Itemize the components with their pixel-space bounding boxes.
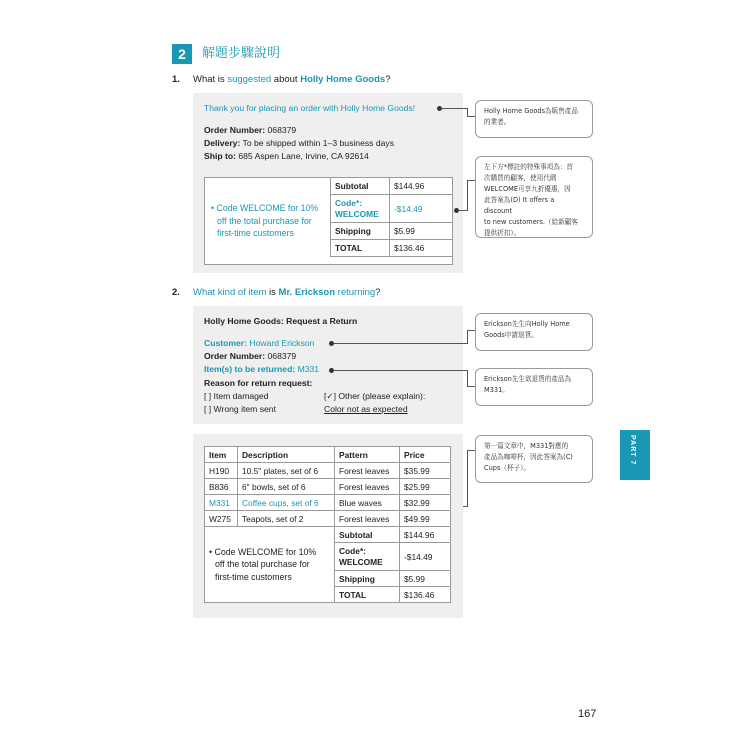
totals-label: TOTAL xyxy=(335,587,400,603)
table-row-highlighted xyxy=(205,495,451,511)
section-number-badge: 2 xyxy=(172,44,192,64)
connector-line xyxy=(333,370,467,371)
totals-value: $136.46 xyxy=(400,587,451,603)
table-cell: Forest leaves xyxy=(335,463,400,479)
table-cell: Coffee cups, set of 6 xyxy=(238,495,335,511)
table-row xyxy=(205,511,451,527)
form-items-returned: Item(s) to be returned: M331 xyxy=(204,364,320,374)
email-ship-to: Ship to: 685 Aspen Lane, Irvine, CA 92614 xyxy=(204,151,369,161)
email-greeting: Thank you for placing an order with Holly Home Goods! xyxy=(204,103,416,113)
totals-value: $144.96 xyxy=(390,178,453,195)
table-cell: $49.99 xyxy=(400,511,451,527)
connector-line xyxy=(467,450,475,451)
totals-label: Shipping xyxy=(335,571,400,587)
table-cell: W275 xyxy=(205,511,238,527)
return-request-panel xyxy=(193,306,463,424)
table-header: Item xyxy=(205,447,238,463)
question-2-text: What kind of item is Mr. Erickson returning? xyxy=(193,287,381,298)
totals-label: Code*: WELCOME xyxy=(335,543,400,571)
connector-line xyxy=(333,343,467,344)
table-cell: 6" bowls, set of 6 xyxy=(238,479,335,495)
table-header: Price xyxy=(400,447,451,463)
table-cell: $35.99 xyxy=(400,463,451,479)
form-option-other: [✓] Other (please explain): xyxy=(324,391,426,401)
order-code-note: • Code WELCOME for 10% off the total purchase for first-time customers xyxy=(205,527,335,603)
connector-line xyxy=(467,450,468,507)
annotation-note-2a: Erickson先生向Holly Home Goods申請退貨。 xyxy=(475,313,593,351)
form-customer: Customer: Howard Erickson xyxy=(204,338,315,348)
totals-label: Shipping xyxy=(331,223,390,240)
connector-line xyxy=(467,330,475,331)
connector-line xyxy=(458,210,467,211)
table-header: Pattern xyxy=(335,447,400,463)
order-detail-panel xyxy=(193,434,463,618)
email-totals-box xyxy=(204,177,453,265)
page-number: 167 xyxy=(578,708,597,720)
form-explanation: Color not as expected xyxy=(324,404,408,414)
question-2-number: 2. xyxy=(172,287,180,298)
connector-line xyxy=(467,180,468,211)
part-tab-label: PART 7 xyxy=(629,435,636,466)
section-title: 解題步驟說明 xyxy=(202,46,281,61)
totals-value: $136.46 xyxy=(390,240,453,257)
table-row xyxy=(205,479,451,495)
connector-line xyxy=(467,370,468,386)
table-cell: M331 xyxy=(205,495,238,511)
connector-line xyxy=(467,108,468,116)
annotation-note-1b: 左下方*標註的特殊事項為：首 次購買的顧客，使用代碼 WELCOME可享九折優惠，因 此答案為(D) It offers a discount to new customers.（給新顧客 提供折扣）。 xyxy=(475,156,593,238)
connector-line xyxy=(467,330,468,344)
totals-label: Subtotal xyxy=(331,178,390,195)
totals-value: -$14.49 xyxy=(400,543,451,571)
table-cell: $32.99 xyxy=(400,495,451,511)
form-title: Holly Home Goods: Request a Return xyxy=(204,316,358,326)
annotation-note-2c: 第一篇文章中，M331對應的 產品為咖啡杯，因此答案為(C) Cups（杯子）。 xyxy=(475,435,593,483)
table-cell: H190 xyxy=(205,463,238,479)
form-option-wrong-item: [ ] Wrong item sent xyxy=(204,404,276,414)
totals-label: TOTAL xyxy=(331,240,390,257)
email-code-note: • Code WELCOME for 10% off the total purchase for first-time customers xyxy=(211,203,319,238)
totals-value: $5.99 xyxy=(400,571,451,587)
email-delivery: Delivery: To be shipped within 1–3 business days xyxy=(204,138,394,148)
totals-label: Subtotal xyxy=(335,527,400,543)
connector-line xyxy=(467,180,475,181)
form-reason-label: Reason for return request: xyxy=(204,378,313,388)
table-cell: B836 xyxy=(205,479,238,495)
email-totals-table xyxy=(330,177,453,257)
connector-line xyxy=(441,108,467,109)
table-cell: Blue waves xyxy=(335,495,400,511)
connector-line xyxy=(467,116,475,117)
annotation-note-1a: Holly Home Goods為販售產品 的業者。 xyxy=(475,100,593,138)
question-1-text: What is suggested about Holly Home Goods? xyxy=(193,74,391,85)
order-items-table xyxy=(204,446,451,603)
table-cell: $25.99 xyxy=(400,479,451,495)
table-cell: Forest leaves xyxy=(335,479,400,495)
table-row xyxy=(205,463,451,479)
totals-value: -$14.49 xyxy=(390,195,453,223)
totals-value: $5.99 xyxy=(390,223,453,240)
totals-value: $144.96 xyxy=(400,527,451,543)
table-header: Description xyxy=(238,447,335,463)
table-cell: Teapots, set of 2 xyxy=(238,511,335,527)
order-confirmation-panel xyxy=(193,93,463,273)
connector-line xyxy=(467,386,475,387)
totals-label: Code*: WELCOME xyxy=(331,195,390,223)
annotation-note-2b: Erickson先生欲退貨的產品為 M331。 xyxy=(475,368,593,406)
part-tab xyxy=(620,430,650,480)
question-1-number: 1. xyxy=(172,74,180,85)
email-order-number: Order Number: 068379 xyxy=(204,125,297,135)
form-order-number: Order Number: 068379 xyxy=(204,351,297,361)
form-option-damaged: [ ] Item damaged xyxy=(204,391,269,401)
table-cell: 10.5" plates, set of 6 xyxy=(238,463,335,479)
table-cell: Forest leaves xyxy=(335,511,400,527)
